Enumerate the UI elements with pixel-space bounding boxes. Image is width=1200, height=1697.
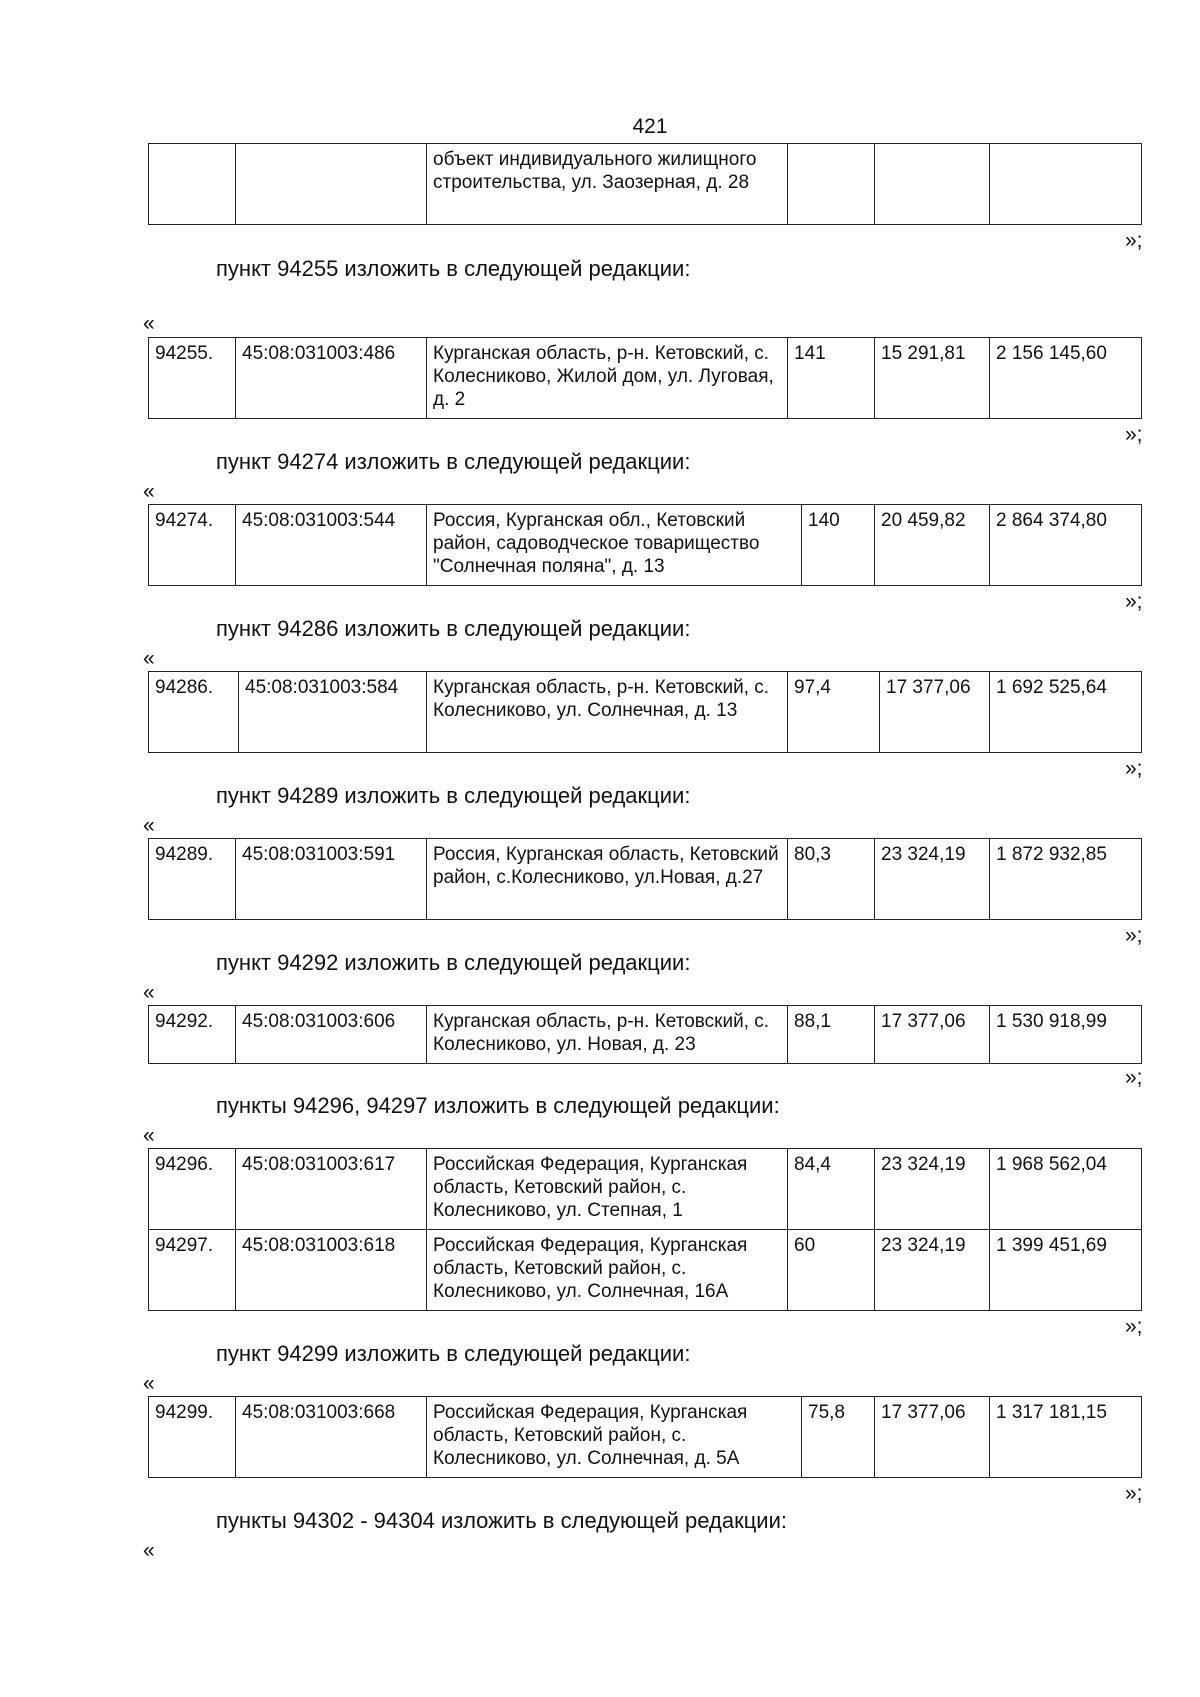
opening-quote: « <box>143 1124 155 1147</box>
closing-quote: »; <box>1125 1482 1143 1505</box>
cell-rate: 17 377,06 <box>880 672 990 753</box>
cell-value: 1 968 562,04 <box>990 1149 1142 1230</box>
cell-area: 80,3 <box>788 839 875 920</box>
amendment-intro: пункт 94292 изложить в следующей редакции: <box>216 950 691 975</box>
table-row <box>149 672 1142 753</box>
cell-value: 2 156 145,60 <box>990 338 1142 419</box>
cell-address: Курганская область, р-н. Кетовский, с. Колесниково, ул. Солнечная, д. 13 <box>427 672 788 753</box>
cell-address: Российская Федерация, Курганская область, Кетовский район, с. Колесниково, ул. Солнечная, д. 5А <box>427 1397 802 1478</box>
cell-area <box>788 144 875 225</box>
cell-cadastral <box>236 144 427 225</box>
closing-quote: »; <box>1125 924 1143 947</box>
cell-cadastral: 45:08:031003:618 <box>236 1230 427 1311</box>
cell-rate: 20 459,82 <box>875 505 990 586</box>
opening-quote: « <box>143 814 155 837</box>
cell-num: 94299. <box>149 1397 236 1478</box>
closing-quote: »; <box>1125 423 1143 446</box>
page-number: 421 <box>632 115 668 138</box>
cell-value: 2 864 374,80 <box>990 505 1142 586</box>
cell-value: 1 692 525,64 <box>990 672 1142 753</box>
cell-rate: 15 291,81 <box>875 338 990 419</box>
table-row <box>149 505 1142 586</box>
closing-quote: »; <box>1125 1066 1143 1089</box>
cell-value: 1 872 932,85 <box>990 839 1142 920</box>
amendment-intro: пункт 94289 изложить в следующей редакции: <box>216 783 691 808</box>
cell-num: 94292. <box>149 1006 236 1064</box>
opening-quote: « <box>143 480 155 503</box>
cell-cadastral: 45:08:031003:606 <box>236 1006 427 1064</box>
closing-quote: »; <box>1125 757 1143 780</box>
cell-address: Российская Федерация, Курганская область, Кетовский район, с. Колесниково, ул. Степная, 1 <box>427 1149 788 1230</box>
closing-quote: »; <box>1125 590 1143 613</box>
amendment-intro: пункт 94255 изложить в следующей редакции: <box>216 256 691 281</box>
cell-value <box>990 144 1142 225</box>
cell-area: 97,4 <box>788 672 880 753</box>
table-row <box>149 1230 1142 1311</box>
table-row <box>149 144 1142 225</box>
cell-num <box>149 144 236 225</box>
closing-quote: »; <box>1125 229 1143 252</box>
opening-quote: « <box>143 312 155 335</box>
cell-cadastral: 45:08:031003:486 <box>236 338 427 419</box>
cell-area: 88,1 <box>788 1006 875 1064</box>
cell-rate: 23 324,19 <box>875 1230 990 1311</box>
table-row <box>149 1149 1142 1230</box>
amendment-table <box>148 838 1142 920</box>
amendment-table <box>148 1148 1142 1311</box>
cell-area: 75,8 <box>802 1397 875 1478</box>
opening-quote: « <box>143 1372 155 1395</box>
cell-area: 60 <box>788 1230 875 1311</box>
cell-rate: 23 324,19 <box>875 839 990 920</box>
cell-address: объект индивидуального жилищного строительства, ул. Заозерная, д. 28 <box>427 144 788 225</box>
amendment-table <box>148 1396 1142 1478</box>
table-row <box>149 1397 1142 1478</box>
amendment-table <box>148 337 1142 419</box>
amendment-intro: пункт 94274 изложить в следующей редакции: <box>216 449 691 474</box>
cell-area: 140 <box>802 505 875 586</box>
cell-cadastral: 45:08:031003:591 <box>236 839 427 920</box>
amendment-table <box>148 504 1142 586</box>
cell-rate <box>875 144 990 225</box>
opening-quote: « <box>143 647 155 670</box>
opening-quote: « <box>143 1539 155 1562</box>
cell-num: 94296. <box>149 1149 236 1230</box>
cell-cadastral: 45:08:031003:617 <box>236 1149 427 1230</box>
cell-address: Россия, Курганская область, Кетовский район, с.Колесниково, ул.Новая, д.27 <box>427 839 788 920</box>
amendment-intro: пункты 94302 - 94304 изложить в следующей редакции: <box>216 1508 788 1533</box>
opening-quote: « <box>143 981 155 1004</box>
continuation-table <box>148 143 1142 225</box>
closing-quote: »; <box>1125 1315 1143 1338</box>
cell-rate: 23 324,19 <box>875 1149 990 1230</box>
cell-cadastral: 45:08:031003:668 <box>236 1397 427 1478</box>
cell-rate: 17 377,06 <box>875 1397 990 1478</box>
amendment-intro: пункт 94299 изложить в следующей редакции: <box>216 1341 691 1366</box>
cell-rate: 17 377,06 <box>875 1006 990 1064</box>
cell-area: 84,4 <box>788 1149 875 1230</box>
cell-num: 94297. <box>149 1230 236 1311</box>
amendment-table <box>148 671 1142 753</box>
cell-address: Курганская область, р-н. Кетовский, с. Колесниково, Жилой дом, ул. Луговая, д. 2 <box>427 338 788 419</box>
cell-cadastral: 45:08:031003:584 <box>239 672 427 753</box>
table-row <box>149 839 1142 920</box>
cell-num: 94289. <box>149 839 236 920</box>
cell-value: 1 530 918,99 <box>990 1006 1142 1064</box>
cell-address: Курганская область, р-н. Кетовский, с. Колесниково, ул. Новая, д. 23 <box>427 1006 788 1064</box>
amendment-intro: пункт 94286 изложить в следующей редакции: <box>216 616 691 641</box>
amendment-table <box>148 1005 1142 1064</box>
amendment-intro: пункты 94296, 94297 изложить в следующей редакции: <box>216 1093 780 1118</box>
table-row <box>149 1006 1142 1064</box>
cell-num: 94255. <box>149 338 236 419</box>
cell-num: 94286. <box>149 672 239 753</box>
cell-address: Российская Федерация, Курганская область, Кетовский район, с. Колесниково, ул. Солнечная, 16А <box>427 1230 788 1311</box>
table-row <box>149 338 1142 419</box>
cell-area: 141 <box>788 338 875 419</box>
cell-value: 1 317 181,15 <box>990 1397 1142 1478</box>
cell-address: Россия, Курганская обл., Кетовский район, садоводческое товарищество "Солнечная поляна", д. 13 <box>427 505 802 586</box>
cell-cadastral: 45:08:031003:544 <box>236 505 427 586</box>
cell-value: 1 399 451,69 <box>990 1230 1142 1311</box>
cell-num: 94274. <box>149 505 236 586</box>
